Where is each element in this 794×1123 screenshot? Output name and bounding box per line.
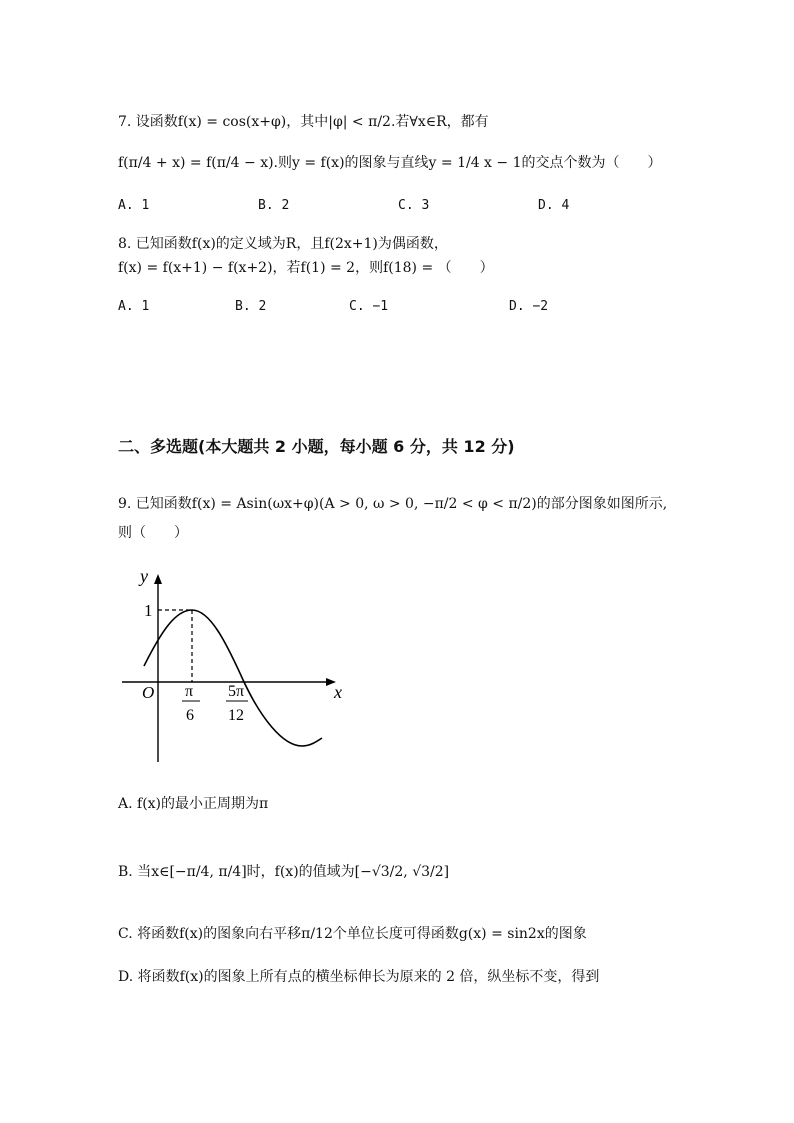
origin-label: O bbox=[142, 683, 155, 702]
q9-option-b[interactable]: B. 当x∈[−π/4, π/4]时，f(x)的值域为[−√3/2, √3/2] bbox=[118, 864, 450, 880]
q8-option-c[interactable]: C. −1 bbox=[349, 299, 389, 314]
q8-option-b[interactable]: B. 2 bbox=[235, 299, 267, 314]
q7-option-b[interactable]: B. 2 bbox=[258, 198, 290, 213]
q9-option-a[interactable]: A. f(x)的最小正周期为π bbox=[118, 796, 269, 812]
y-axis-arrow-icon bbox=[154, 574, 162, 584]
tick-pi-6-numerator: π bbox=[185, 683, 194, 700]
q9-line1: 9. 已知函数f(x) = Asin(ωx+φ)(A > 0, ω > 0, −π/2 < φ < π/2)的部分图象如图所示, bbox=[118, 496, 668, 512]
tick-pi-6-denominator: 6 bbox=[186, 707, 194, 724]
q9-line2: 则（ ） bbox=[118, 525, 188, 541]
q7-option-a[interactable]: A. 1 bbox=[118, 198, 150, 213]
q8-option-a[interactable]: A. 1 bbox=[118, 299, 150, 314]
q9-function-graph bbox=[118, 562, 378, 772]
y-axis-label: y bbox=[140, 566, 148, 586]
sine-curve bbox=[144, 610, 322, 746]
tick-5pi-12-numerator: 5π bbox=[228, 683, 245, 700]
q7-line1: 7. 设函数f(x) = cos(x+φ)，其中|φ| < π/2.若∀x∈R，都有 bbox=[118, 114, 489, 130]
q8-option-d[interactable]: D. −2 bbox=[509, 299, 549, 314]
q9-option-d[interactable]: D. 将函数f(x)的图象上所有点的横坐标伸长为原来的 2 倍，纵坐标不变，得到 bbox=[118, 969, 600, 985]
q7-option-d[interactable]: D. 4 bbox=[538, 198, 570, 213]
x-axis-label: x bbox=[334, 682, 342, 702]
q9-option-c[interactable]: C. 将函数f(x)的图象向右平移π/12个单位长度可得函数g(x) = sin2x的图象 bbox=[118, 926, 587, 942]
q8-line2: f(x) = f(x+1) − f(x+2)，若f(1) = 2，则f(18) = （ ） bbox=[118, 260, 494, 276]
q7-line2: f(π/4 + x) = f(π/4 − x).则y = f(x)的图象与直线y = 1/4 x − 1的交点个数为（ ） bbox=[118, 155, 662, 171]
max-value-label: 1 bbox=[144, 601, 153, 620]
q8-line1: 8. 已知函数f(x)的定义域为R，且f(2x+1)为偶函数， bbox=[118, 236, 448, 252]
q7-option-c[interactable]: C. 3 bbox=[398, 198, 430, 213]
tick-5pi-12-denominator: 12 bbox=[228, 707, 244, 724]
section-heading-multiple-choice: 二、多选题(本大题共 2 小题，每小题 6 分，共 12 分) bbox=[118, 437, 515, 456]
